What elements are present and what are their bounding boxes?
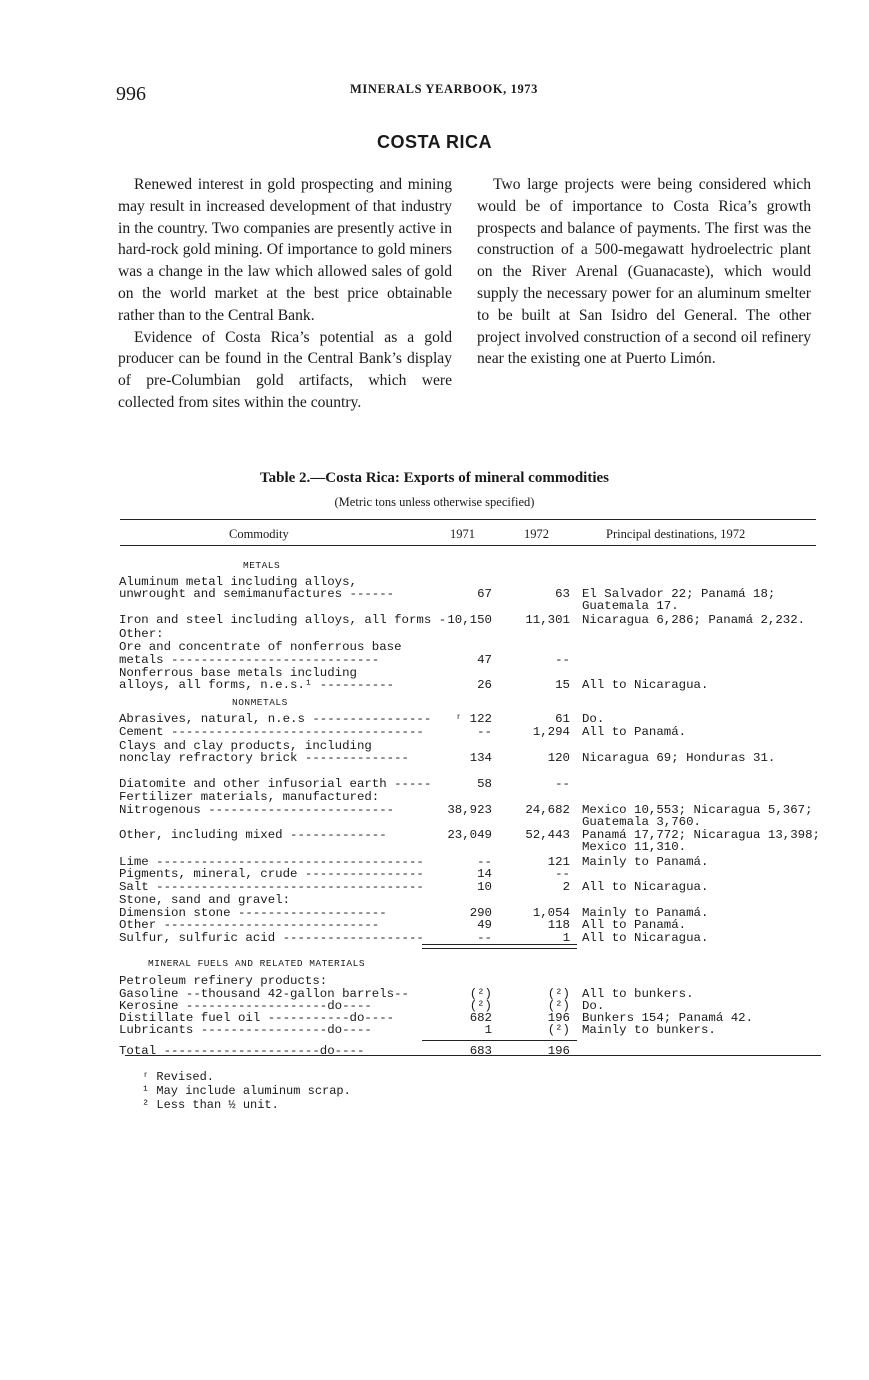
table-title: Table 2.—Costa Rica: Exports of mineral commodities [260, 470, 609, 486]
table-cell-commodity: Nonferrous base metals including [119, 666, 357, 680]
table-cell-destinations: Panamá 17,772; Nicaragua 13,398; [582, 828, 820, 842]
total-rule [422, 1040, 577, 1041]
column-header-1972: 1972 [524, 527, 549, 541]
footnote: ² Less than ½ unit. [142, 1098, 279, 1112]
table-subtitle: (Metric tons unless otherwise specified) [334, 495, 535, 509]
table-cell-1972: 11,301 [525, 613, 570, 627]
table-cell-1971: 23,049 [447, 828, 492, 842]
table-cell-destinations: Do. [582, 712, 605, 726]
table-cell-1971: -- [477, 725, 492, 739]
table-cell-commodity: Salt ------------------------------------ [119, 880, 424, 894]
table-cell-1971: (²) [469, 999, 492, 1013]
table-cell-commodity: Other, including mixed ------------- [119, 828, 387, 842]
table-cell-1971: ʳ 122 [454, 712, 492, 726]
table-cell-1971: 682 [469, 1011, 492, 1025]
table-cell-destinations: Mexico 11,310. [582, 840, 687, 854]
table-cell-1972: 52,443 [525, 828, 570, 842]
table-cell-destinations: Bunkers 154; Panamá 42. [582, 1011, 754, 1025]
table-header-rule [120, 545, 816, 546]
table-cell-1971: 10 [477, 880, 492, 894]
table-cell-1971: 67 [477, 587, 492, 601]
table-cell-1972: -- [555, 867, 570, 881]
table-cell-1972: 61 [555, 712, 570, 726]
table-cell-1971: 10,150 [447, 613, 492, 627]
footnote: ʳ Revised. [142, 1070, 215, 1084]
table-cell-destinations: Mainly to Panamá. [582, 906, 709, 920]
table-cell-1972: (²) [547, 987, 570, 1001]
table-cell-commodity: Gasoline --thousand 42-gallon barrels-- [119, 987, 409, 1001]
table-cell-commodity: Lime ------------------------------------ [119, 855, 424, 869]
table-cell-destinations: Do. [582, 999, 605, 1013]
paragraph: Evidence of Costa Rica’s potential as a gold producer can be found in the Central Bank’s display of pre-Columbian gold artifacts, which were collected from sites within the country. [118, 328, 452, 411]
table-cell-1972: 120 [547, 751, 570, 765]
subtotal-rule [422, 948, 577, 949]
table-cell-destinations: All to Nicaragua. [582, 931, 709, 945]
table-cell-1971: 1 [484, 1023, 492, 1037]
table-cell-1972: 121 [547, 855, 570, 869]
body-column-right [477, 174, 811, 370]
table-cell-commodity: unwrought and semimanufactures ------ [119, 587, 395, 601]
table-cell-destinations: All to Panamá. [582, 725, 687, 739]
section-label-fuels: MINERAL FUELS AND RELATED MATERIALS [148, 958, 366, 969]
table-cell-1971: 26 [477, 678, 492, 692]
table-cell-commodity: Ore and concentrate of nonferrous base [119, 640, 402, 654]
table-cell-1971: 683 [469, 1044, 492, 1058]
running-head: MINERALS YEARBOOK, 1973 [350, 82, 539, 96]
table-top-rule [120, 519, 816, 520]
table-cell-1971: 58 [477, 777, 492, 791]
table-cell-1972: 1 [562, 931, 570, 945]
table-cell-destinations: All to bunkers. [582, 987, 694, 1001]
chapter-title: COSTA RICA [377, 132, 492, 152]
paragraph: Renewed interest in gold prospecting and mining may result in increased development of that industry in the country. Two companies are presently active in hard-rock gold mining. Of importance to gold miners was a change in the law which allowed sales of gold on the world market at the best price obtainable rather than to the Central Bank. [118, 176, 452, 324]
table-cell-commodity: Aluminum metal including alloys, [119, 575, 357, 589]
table-cell-commodity: Other: [119, 627, 164, 641]
table-cell-1971: -- [477, 931, 492, 945]
table-cell-destinations: Mainly to Panamá. [582, 855, 709, 869]
page-number: 996 [116, 83, 146, 105]
table-cell-destinations: Mainly to bunkers. [582, 1023, 716, 1037]
table-cell-commodity: Dimension stone -------------------- [119, 906, 387, 920]
table-cell-1972: 63 [555, 587, 570, 601]
table-cell-1971: 38,923 [447, 803, 492, 817]
table-cell-commodity: Total ---------------------do---- [119, 1044, 365, 1058]
table-cell-1971: 290 [469, 906, 492, 920]
table-cell-commodity: Kerosine -------------------do---- [119, 999, 372, 1013]
table-cell-commodity: Diatomite and other infusorial earth ----- [119, 777, 432, 791]
table-cell-1972: 118 [547, 918, 570, 932]
table-cell-1972: (²) [547, 1023, 570, 1037]
table-cell-commodity: Pigments, mineral, crude ---------------- [119, 867, 424, 881]
table-cell-commodity: Lubricants -----------------do---- [119, 1023, 372, 1037]
body-column-left [118, 174, 452, 414]
table-cell-commodity: Nitrogenous ------------------------- [119, 803, 395, 817]
column-header-commodity: Commodity [229, 527, 289, 541]
footnote: ¹ May include aluminum scrap. [142, 1084, 351, 1098]
table-cell-commodity: metals ---------------------------- [119, 653, 380, 667]
table-cell-commodity: Other ----------------------------- [119, 918, 380, 932]
table-cell-commodity: Distillate fuel oil -----------do---- [119, 1011, 395, 1025]
table-cell-1971: 14 [477, 867, 492, 881]
table-cell-1971: 47 [477, 653, 492, 667]
table-cell-commodity: Fertilizer materials, manufactured: [119, 790, 380, 804]
table-cell-1972: 24,682 [525, 803, 570, 817]
table-cell-commodity: Petroleum refinery products: [119, 974, 328, 988]
table-cell-destinations: All to Nicaragua. [582, 880, 709, 894]
table-cell-commodity: alloys, all forms, n.e.s.¹ ---------- [119, 678, 395, 692]
column-header-destinations: Principal destinations, 1972 [606, 527, 746, 541]
table-cell-1972: -- [555, 777, 570, 791]
section-label-nonmetals: NONMETALS [232, 697, 288, 708]
table-cell-destinations: All to Panamá. [582, 918, 687, 932]
table-cell-commodity: Stone, sand and gravel: [119, 893, 291, 907]
table-cell-1971: (²) [469, 987, 492, 1001]
section-label-metals: METALS [243, 560, 281, 571]
table-cell-1971: 134 [469, 751, 492, 765]
table-cell-commodity: nonclay refractory brick -------------- [119, 751, 409, 765]
table-cell-destinations: Nicaragua 6,286; Panamá 2,232. [582, 613, 806, 627]
table-cell-destinations: All to Nicaragua. [582, 678, 709, 692]
table-cell-destinations: Guatemala 3,760. [582, 815, 701, 829]
table-cell-1971: 49 [477, 918, 492, 932]
table-cell-destinations: Mexico 10,553; Nicaragua 5,367; [582, 803, 813, 817]
table-cell-commodity: Clays and clay products, including [119, 739, 372, 753]
table-cell-1972: 196 [547, 1044, 570, 1058]
table-cell-1972: 15 [555, 678, 570, 692]
table-cell-1972: 2 [562, 880, 570, 894]
table-cell-commodity: Sulfur, sulfuric acid ------------------- [119, 931, 424, 945]
table-cell-1971: -- [477, 855, 492, 869]
table-cell-1972: (²) [547, 999, 570, 1013]
table-cell-commodity: Abrasives, natural, n.e.s ---------------- [119, 712, 432, 726]
table-cell-destinations: Nicaragua 69; Honduras 31. [582, 751, 776, 765]
table-cell-1972: 1,054 [532, 906, 570, 920]
paragraph: Two large projects were being considered which would be of importance to Costa Rica’s growth prospects and balance of payments. The first was the construction of a 500-megawatt hydroelectric plant on the River Arenal (Guanacaste), which would supply the necessary power for an aluminum smelter to be built at San Isidro del General. The other project involved construction of a second oil refinery near the existing one at Puerto Limón. [477, 176, 811, 368]
table-cell-1972: 196 [547, 1011, 570, 1025]
table-cell-destinations: Guatemala 17. [582, 599, 679, 613]
column-header-1971: 1971 [450, 527, 475, 541]
table-cell-commodity: Iron and steel including alloys, all forms - [119, 613, 447, 627]
table-cell-1972: -- [555, 653, 570, 667]
table-cell-1972: 1,294 [532, 725, 570, 739]
table-cell-commodity: Cement ---------------------------------- [119, 725, 424, 739]
table-cell-destinations: El Salvador 22; Panamá 18; [582, 587, 776, 601]
